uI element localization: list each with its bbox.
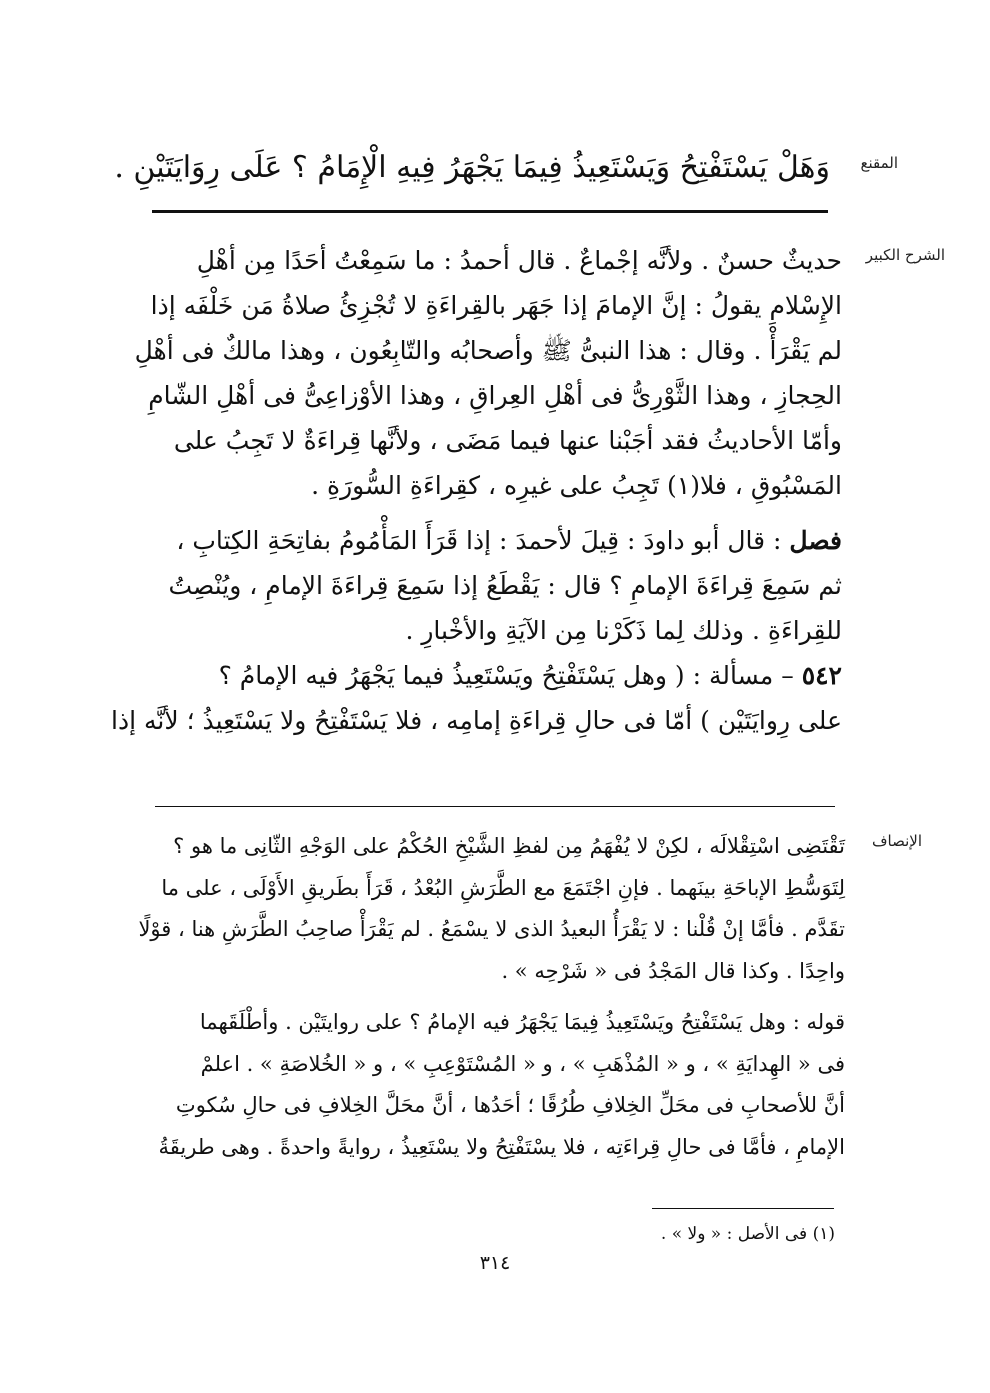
paragraph-gap [152,508,842,518]
muqni-divider [152,210,828,213]
insaf-paragraph-2 [155,1002,845,1168]
text-line: الحِجازِ ، وهذا الثَّوْرِىُّ فى أهْلِ العِراقِ ، وهذا الأوْزاعِىُّ فى أهْلِ الشّامِ [148,381,842,410]
masala-line-text: – مسألة : ( وهل يَسْتَفْتِحُ ويَسْتَعِيذُ فيما يَجْهَرُ فيه الإمامُ ؟ [218,661,794,690]
text-line [152,653,842,698]
sharh-paragraph-1 [134,238,842,508]
text-line: أنَّ للأصحابِ فى محَلِّ الخِلافِ طُرُقًا ؛ أحَدُها ، أنَّ محَلَّ الخِلافِ فى حالِ سُكوتِ [175,1093,845,1117]
text-line: لم يَقْرَأْ . وقال : هذا النبىُّ ﷺ وأصحابُه والتّابِعُون ، وهذا مالكٌ فى أهْلِ [134,336,842,365]
text-line [152,518,842,563]
text-line: الإِسْلامِ يقولُ : إنَّ الإمامَ إذا جَهَر بالقِراءَةِ لا تُجْزِئُ صلاةُ مَن خَلْفَه إذا [150,291,842,320]
text-line: وأمّا الأحاديثُ فقد أجَبْنا عنها فيما مَضَى ، ولأنَّها قِراءَةٌ لا تَجِبُ على [173,426,842,455]
text-line: ثم سَمِعَ قِراءَةَ الإمامِ ؟ قال : يَقْطَعُ إذا سَمِعَ قِراءَةَ الإمامِ ، ويُنْصِتُ [168,571,842,600]
text-line: حديثٌ حسنٌ . ولأنَّه إجْماعٌ . قال أحمدُ : ما سَمِعْتُ أحَدًا مِن أهْلِ [196,246,842,275]
insaf-label: الإنصاف [871,832,922,850]
insaf-text-block [138,826,845,1168]
sharh-text-block [111,238,842,743]
sharh-paragraph-masala [111,653,842,743]
text-line: للقِراءَةِ . وذلك لِما ذَكَرْنا مِن الآيَةِ والأخْبارِ . [405,616,842,645]
muqni-text: وَهَلْ يَسْتَفْتِحُ وَيَسْتَعِيذُ فِيمَا يَجْهَرُ فِيهِ الْإِمَامُ ؟ عَلَى رِوَايَتَيْنِ . [114,150,830,185]
muqni-text-block [114,146,830,190]
paragraph-gap [155,992,845,1002]
masala-number: ٥٤٢ [801,661,842,690]
muqni-label: المقنع [860,154,898,172]
text-line: قوله : وهل يَسْتَفْتِحُ ويَسْتَعِيذُ فِيمَا يَجْهَرُ فيه الإمامُ ؟ على روايتَيْن . وأطْلَقَهما [199,1010,845,1034]
footnote: (١) فى الأصل : « ولا » . [660,1224,835,1244]
page-number: ٣١٤ [479,1252,511,1274]
text-line: على رِوايَتَيْن ) أمّا فى حالِ قِراءَةِ إمامِه ، فلا يَسْتَفْتِحُ ولا يَسْتَعِيذُ ؛ لأنَّه إذا [111,706,842,735]
sharh-paragraph-fasl [152,518,842,653]
text-line: واحِدًا . وكذا قال المَجْدُ فى « شَرْحِه » . [501,958,845,983]
text-line: تَقْتَضِى اسْتِقْلالَه ، لكِنْ لا يُفْهَمُ مِن لفظِ الشَّيْخِ الحُكْمُ على الوَجْهِ الثّانِى ما هو ؟ [173,834,845,858]
text-line: لِتَوَسُّطِ الإباحَةِ بينَهما . فإنِ اجْتَمَعَ مع الطَّرَشِ البُعْدُ ، قَرَأَ بطَريقِ الأَوْلَى ، على ما [161,875,845,900]
footnote-divider [652,1208,834,1209]
sharh-label: الشرح الكبير [865,246,945,264]
text-line: تقَدَّم . فأمَّا إنْ قُلْنا : لا يَقْرَأُ البعيدُ الذى لا يسْمَعُ . لم يَقْرَأْ صاحِبُ الطَّرَشِ هنا ، قوْلًا [138,917,845,941]
text-line: الإمامِ ، فأمَّا فى حالِ قِراءَتِه ، فلا يسْتَفْتِحُ ولا يسْتَعِيذُ ، روايةً واحدةً . وهى طريقَةُ [158,1134,845,1159]
text-line: المَسْبُوقِ ، فلا(١) تَجِبُ على غيرِه ، كقِراءَةِ السُّورَةِ . [311,471,842,500]
fasl-heading: فصل [789,526,842,555]
fasl-line-text: : قال أبو داودَ : قِيلَ لأحمدَ : إذا قَرَأَ المَأْمُومُ بفاتِحَةِ الكِتابِ ، [176,526,782,555]
text-line: فى « الهِدايَةِ » ، و « المُذْهَبِ » ، و « المُسْتَوْعِبِ » ، و « الخُلاصَةِ » . اعلمْ [200,1051,845,1076]
sharh-divider [155,806,835,807]
insaf-paragraph-1 [138,826,845,992]
